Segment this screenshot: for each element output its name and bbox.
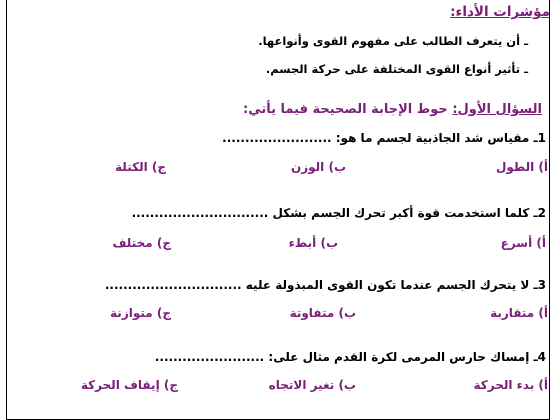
question-2-option-a[interactable]: أ) أسرع	[500, 236, 546, 250]
question-1-option-a[interactable]: أ) الطول	[495, 160, 548, 174]
indicator-2: ـ تأثير أنواع القوى المختلفة على حركة الجسم.	[265, 62, 528, 76]
question-2-option-b[interactable]: ب) أبطء	[288, 236, 338, 250]
question-3-option-c[interactable]: ج) متوازنة	[110, 306, 171, 320]
question-4-option-a[interactable]: أ) بدء الحركة	[473, 378, 548, 392]
question-3-option-b[interactable]: ب) متفاوتة	[289, 306, 356, 320]
question-one-instruction: حوط الإجابة الصحيحة فيما يأتي:	[243, 102, 453, 117]
question-one-label: السؤال الأول:	[452, 102, 542, 117]
question-2-text: 2ـ كلما استخدمت قوة أكبر تحرك الجسم بشكل ..............................	[131, 206, 546, 220]
question-3-text: 3ـ لا يتحرك الجسم عندما تكون القوى المبذولة عليه ..............................	[104, 278, 546, 292]
question-1-option-b[interactable]: ب) الوزن	[290, 160, 346, 174]
question-1-text: 1ـ مقياس شد الجاذبية لجسم ما هو: ........................	[222, 131, 546, 145]
question-1-option-c[interactable]: ج) الكتلة	[115, 160, 166, 174]
indicator-1: ـ أن يتعرف الطالب على مفهوم القوى وأنواعها.	[258, 34, 528, 48]
question-4-option-b[interactable]: ب) تغير الاتجاه	[268, 378, 356, 392]
performance-indicators-heading: مؤشرات الأداء:	[450, 4, 550, 20]
question-4-option-c[interactable]: ج) إيقاف الحركة	[80, 378, 178, 392]
question-4-text: 4ـ إمساك حارس المرمى لكرة القدم مثال على: ........................	[154, 350, 546, 364]
question-2-option-c[interactable]: ج) مختلف	[112, 236, 171, 250]
question-one-title	[243, 102, 542, 117]
question-3-option-a[interactable]: أ) متقاربة	[490, 306, 548, 320]
